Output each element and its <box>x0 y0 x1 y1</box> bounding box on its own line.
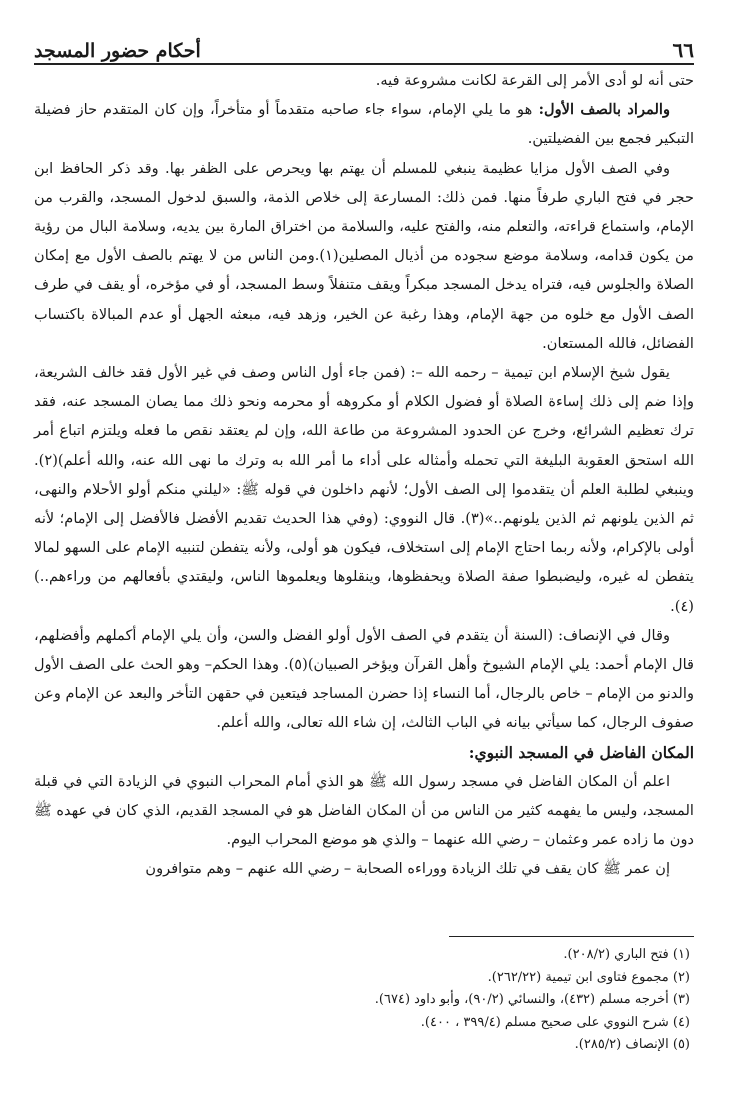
paragraph-insaf-quote: وقال في الإنصاف: (السنة أن يتقدم في الصف الأول أولو الفضل والسن، وأن يلي الإمام أكملهم وأفضلهم، قال الإمام أحمد: يلي الإمام الشيوخ وأهل القرآن ويؤخر الصبيان)(٥). وهذا الحكم– وهو الحث على الصف الأول والدنو من الإمام – خاص بالرجال، أما النساء إذا حضرن المساجد فيتعين في حقهن التأخر والبعد عن الإمام وعن صفوف الرجال، كما سيأتي بيانه في الباب الثالث، إن شاء الله تعالى، والله أعلم. <box>34 626 694 732</box>
paragraph-first-row-definition <box>34 95 694 153</box>
paragraph-lead: والمراد بالصف الأول: <box>532 101 670 119</box>
paragraph-body: هو ما يلي الإمام، سواء جاء صاحبه متقدماً أو متأخراً، وإن كان المتقدم حاز فضيلة التبكير فجمع بين الفضيلتين. <box>34 101 694 148</box>
footnote: (٢) مجموع فتاوى ابن تيمية (٢٦٢/٢٢). <box>487 969 690 985</box>
footnote: (٣) أخرجه مسلم (٤٣٢)، والنسائي (٩٠/٢)، وأبو داود (٦٧٤). <box>374 992 690 1007</box>
paragraph-first-row-merits: وفي الصف الأول مزايا عظيمة ينبغي للمسلم أن يهتم بها ويحرص على الظفر بها. وقد ذكر الحافظ ابن حجر في فتح الباري طرفاً منها. فمن ذلك: المسارعة إلى خلاص الذمة، والسبق لدخول المسجد، والقرب من الإمام، واستماع قراءته، والتعلم منه، والفتح عليه، والسلامة من اختراق المارة بين يديه، وسلامة البال من رؤية من يكون قدامه، وسلامة موضع سجوده من أذيال المصلين(١).ومن الناس من لا يهتم بالصف الأول مع إمكان الصلاة والجلوس فيه، فتراه يدخل المسجد مبكراً ويقف متنفلاً وسط المسجد، أو في مؤخره، أو يقف في طرف الصف الأول مع خلوه من جهة الإمام، وهذا رغبة عن الخير، وزهد فيه، مبعثه الجهل أو عدم المبالاة باكتساب الفضائل، فالله المستعان. <box>34 159 694 352</box>
page-number: ٦٦ <box>672 38 694 62</box>
paragraph-umar: إن عمر ﷺ كان يقف في تلك الزيادة ووراءه الصحابة – رضي الله عنهم – وهم متوافرون <box>145 860 670 878</box>
section-heading: المكان الفاضل في المسجد النبوي: <box>468 742 694 762</box>
paragraph-continuation: حتى أنه لو أدى الأمر إلى القرعة لكانت مشروعة فيه. <box>375 72 694 89</box>
footnote-divider <box>449 936 694 937</box>
footnote: (٤) شرح النووي على صحيح مسلم (٣٩٩/٤ ، ٤٠٠). <box>420 1014 690 1030</box>
footnote: (١) فتح الباري (٢٠٨/٢). <box>563 947 690 962</box>
header-divider <box>34 63 694 65</box>
footnotes <box>34 944 694 1057</box>
body-text <box>34 66 694 884</box>
paragraph-prophet-mosque: اعلم أن المكان الفاضل في مسجد رسول الله ﷺ هو الذي أمام المحراب النبوي في الزيادة التي في قبلة المسجد، وليس ما يفهمه كثير من الناس من أن المكان الفاضل هو في المسجد القديم، الذي كان في عهده ﷺ دون ما زاده عمر وعثمان – رضي الله عنهما – والذي هو موضع المحراب اليوم. <box>34 772 694 849</box>
running-title: أحكام حضور المسجد <box>34 40 201 62</box>
page-header <box>34 26 694 62</box>
footnote: (٥) الإنصاف (٢٨٥/٢). <box>574 1037 690 1052</box>
paragraph-ibn-taymiyyah-quote: يقول شيخ الإسلام ابن تيمية – رحمه الله –: (فمن جاء أول الناس وصف في غير الأول فقد خالف الشريعة، وإذا ضم إلى ذلك إساءة الصلاة أو فضول الكلام أو مكروهه أو محرمه ونحو ذلك مما يصان المسجد عنه، فقد ترك تعظيم الشرائع، وخرج عن الحدود المشروعة من طاعة الله، وإن لم يعتقد نقص ما فعله ويلتزم اتباع أمر الله استحق العقوبة البليغة التي تحمله وأمثاله على أداء ما أمر الله به وترك ما نهى الله عنه، والله أعلم)(٢). وينبغي لطلبة العلم أن يتقدموا إلى الصف الأول؛ لأنهم داخلون في قوله ﷺ: «ليلني منكم أولو الأحلام والنهى، ثم الذين يلونهم ثم الذين يلونهم..»(٣). قال النووي: (وفي هذا الحديث تقديم الأفضل فالأفضل إلى الإمام؛ لأنه أولى بالإكرام، ولأنه ربما احتاج الإمام إلى استخلاف، فيكون هو أولى، ولأنه يتفطن لتنبيه الإمام على السهو لمالا يتفطن له غيره، وليضبطوا صفة الصلاة ويحفظوها، وينقلوها ويعلموها الناس، وليقتدي بأفعالهم من وراءهم..)(٤). <box>34 364 694 615</box>
